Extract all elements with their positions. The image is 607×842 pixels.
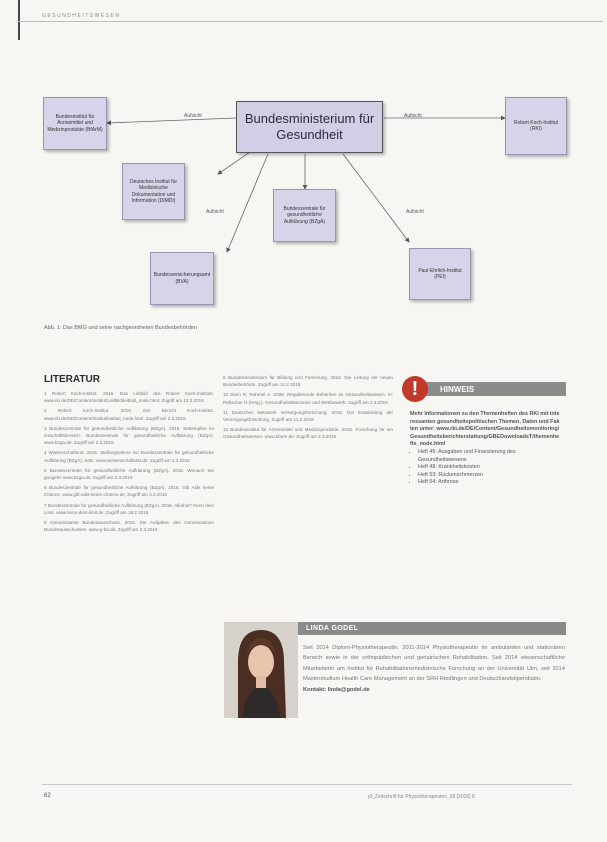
ref-2: 2 Robert Koch-Institut. 2016. Der Bericht Koch-Institut. www.rki.de/DE/Content/Institut/institut_node.html; Zugriff am 2.3.2016: [44, 408, 214, 421]
figure-caption: Abb. 1: Das BMG und seine nachgeordneten Bundesbehörden: [44, 325, 197, 331]
literatur-col-1: [44, 390, 214, 536]
hinweis-item: • Heft 54: Arthrose: [418, 479, 560, 487]
hinweis-text: Mehr Informationen zu den Themenheften des RKI mit interessanten gesundheitspolitischen Themen, Daten und Fakten unter: www.rki.de/DE/Content/Gesundheitsmonitoring/Gesundheitsberichterstattung/GBEDownloadsT/themenhefte_node.html: [410, 411, 560, 448]
ref-12: 12 Bundesinstitut für Arzneimittel und Medizinprodukte. 2016. Forschung für ein Gesundheitswesen. www.bfarm.de; Zugriff am 2.3.2016: [223, 427, 393, 440]
ref-6: 6 Bundeszentrale für gesundheitliche Aufklärung (BZgA). 2016. Gib Aids keine Chance. www.gib-aids-keine-chance.de; Zugriff am 3.3.2016: [44, 485, 214, 498]
box-bmg: Bundesministerium für Gesundheit: [236, 101, 383, 153]
ref-1: 1 Robert Koch-Institut. 2016. Das Leitbild des Robert Koch-Instituts. www.rki.de/DE/Content/Institut/Leitbild/leitbild_node.html; Zugriff am 12.2.2016: [44, 391, 214, 404]
ref-9: 9 Bundesministerium für Bildung und Forschung. 2016. Die Leitung der neuen Bundesbehörde. Zugriff am 12.2.2016: [223, 375, 393, 388]
literatur-col-2: [223, 374, 393, 444]
section-header: GESUNDHEITSWESEN: [42, 13, 121, 19]
hinweis-item: • Heft 45: Ausgaben und Finanzierung des Gesundheitswesens: [418, 449, 560, 464]
box-bfarm: Bundesinstitut für Arzneimittel und Medizinprodukte (BfArM): [43, 97, 107, 150]
box-pei: Paul-Ehrlich-Institut (PEI): [409, 248, 471, 300]
ref-11: 11 Deutsches Netzwerk Versorgungsforschung. 2016. Die Entwicklung der Versorgungsforschung. Zugriff am 12.2.2016: [223, 409, 393, 423]
box-bva: Bundesversicherungsamt (BVA): [150, 252, 214, 305]
arrow-to-bva: [227, 154, 268, 252]
hinweis-item: • Heft 53: Rückenschmerzen: [418, 472, 560, 480]
ref-7: 7 Bundeszentrale für gesundheitliche Aufklärung (BZgA). 2016. Alkohol? Kenn dein Limit. www.kenn-dein-limit.de; Zugriff am 18.2.2016: [44, 502, 214, 515]
hinweis-title: HINWEIS: [426, 382, 566, 396]
label-aufsicht-1: Aufsicht: [184, 113, 202, 119]
ref-10: 10 Stein R, Rahmel A. 2008. Regulierende Behörden im Gesundheitswesen. In: Rebscher H (Hrsg.). Gesundheitsökonomie und Wettbewerb. Zugriff am 2.3.2016: [223, 392, 393, 405]
arrow-to-pei: [343, 154, 409, 242]
author-contact: Kontakt: linda@godel.de: [303, 686, 370, 693]
journal-name: pt_Zeitschrift für Physiotherapeuten_68 [2016] 8: [368, 794, 475, 800]
diagram-arrows: [0, 0, 607, 330]
author-bio: [303, 643, 565, 695]
exclamation-icon: !: [402, 376, 428, 402]
author-name: LINDA GODEL: [298, 622, 566, 635]
box-rki: Robert Koch-Institut (RKI): [505, 97, 567, 155]
ref-3: 3 Bundeszentrale für gesundheitliche Aufklärung (BZgA). 2016. Bekämpfen im Geschäftsbereich. Bundeszentrale für gesundheitliche Aufklärung (BZgA). www.bzga.de; Zugriff am 2.3.2016: [44, 425, 214, 446]
box-bzga: Bundeszentrale für gesundheitliche Aufklärung (BZgA): [273, 189, 336, 242]
hinweis-list: [410, 449, 560, 487]
page-number: 62: [44, 793, 51, 799]
ref-8: 8 Gemeinsamer Bundesausschuss. 2016. Die Aufgaben des Gemeinsamen Bundesausschusses. www.g-ba.de; Zugriff am 2.3.2016: [44, 520, 214, 533]
label-aufsicht-3: Aufsicht: [206, 209, 224, 215]
ref-4: 4 Wissenschaftsrat. 2016. Stellungnahme zur Bundeszentrale für gesundheitliche Aufklärung (BZgA), Köln. www.wissenschaftsrat.de; Zugriff am 2.3.2016: [44, 450, 214, 463]
arrow-to-bfarm: [107, 118, 236, 123]
box-dimdi: Deutsches Institut für Medizinische Dokumentation und Information (DIMDI): [122, 163, 185, 220]
hinweis-item: • Heft 48: Krankheitskosten: [418, 464, 560, 472]
literatur-title: LITERATUR: [44, 374, 100, 385]
footer-rule: [42, 784, 572, 785]
ref-5: 5 Bundeszentrale für gesundheitliche Aufklärung (BZgA). 2016. Wonach Sie googeln! www.bzga.de; Zugriff am 2.3.2016: [44, 467, 214, 481]
hinweis-box: [410, 411, 560, 487]
label-aufsicht-4: Aufsicht: [406, 209, 424, 215]
label-aufsicht-2: Aufsicht: [404, 113, 422, 119]
author-photo: [224, 622, 298, 718]
author-bio-text: Seit 2014 Diplom-Physiotherapeutin. 2011-2014 Physiotherapeutin im ambulanten und stationären Bereich sowie in der orthopädischen und geriatrischen Rehabilitation. Seit 2014 wissenschaftliche Mitarbeiterin am Institut für Rehabilitationsmedizinische Forschung an der Universität Ulm, seit 2014 Masterstudium Health Care Management an der SRH Riedlingen und Deutschlandstipendiatin.: [303, 645, 565, 683]
